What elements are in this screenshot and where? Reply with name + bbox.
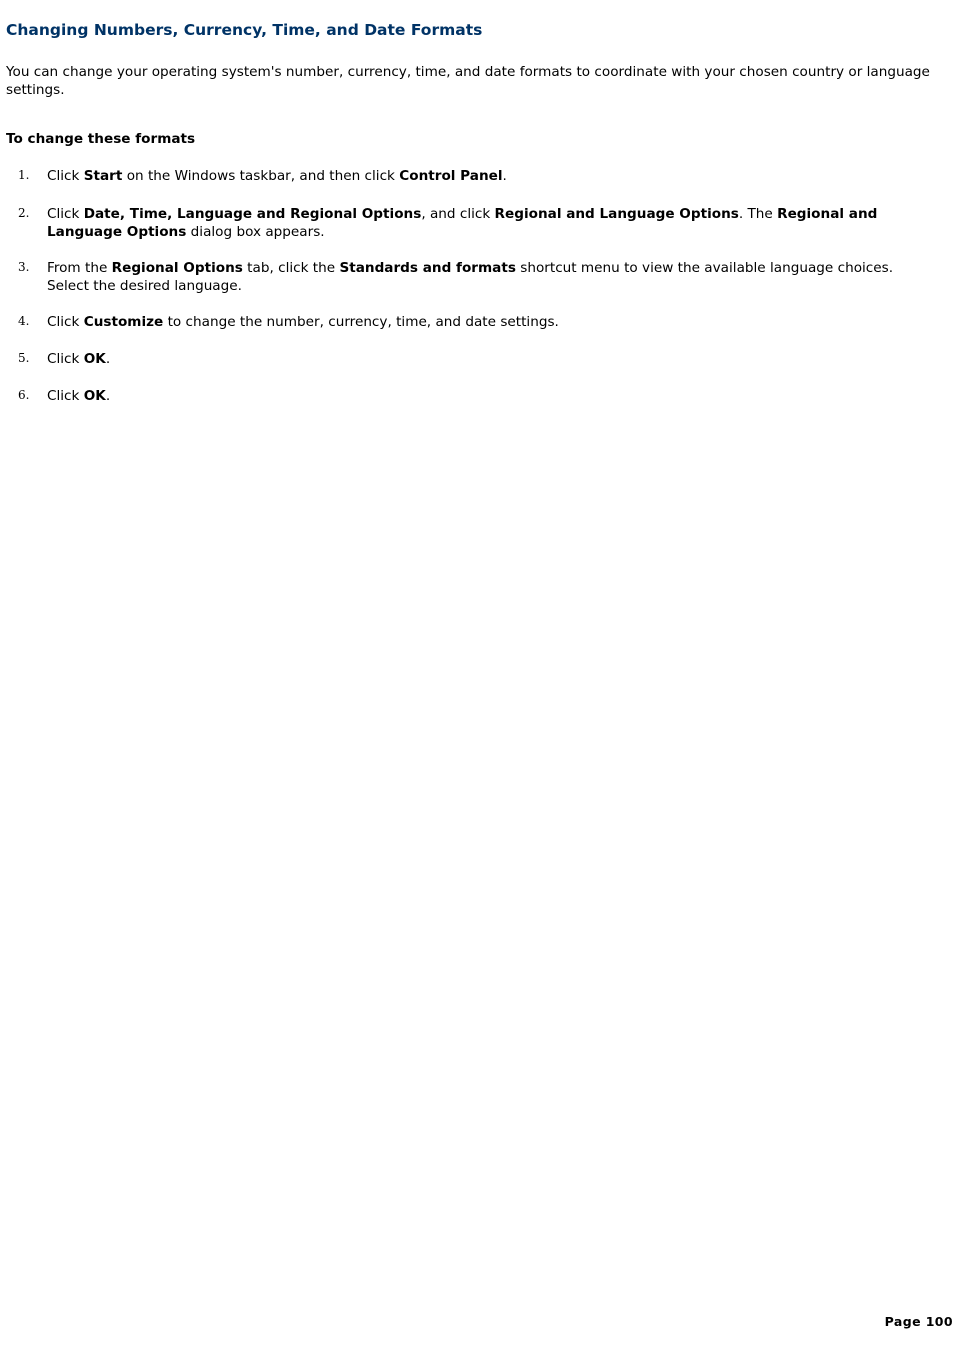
- ui-term: Start: [83, 168, 123, 184]
- ui-term: Regional and Language Options: [47, 206, 878, 240]
- step-text-run: Click: [47, 168, 84, 184]
- step-text-run: .: [502, 168, 507, 184]
- step-text-run: Click: [47, 206, 84, 222]
- step-text: [47, 313, 927, 331]
- ui-term: OK: [83, 388, 106, 404]
- ui-term: Customize: [83, 314, 164, 330]
- procedure-heading: To change these formats: [6, 131, 196, 147]
- step-text: [47, 387, 927, 405]
- step-text: [47, 205, 927, 241]
- step-text-run: shortcut menu to view the available language choices. Select the desired language.: [47, 260, 894, 294]
- step-number: 5.: [18, 351, 30, 365]
- step-text-run: Click: [47, 351, 84, 367]
- step-number: 2.: [18, 206, 30, 220]
- page-number: Page 100: [884, 1314, 953, 1329]
- page-title: Changing Numbers, Currency, Time, and Date Formats: [6, 21, 483, 39]
- ui-term: Control Panel: [399, 168, 503, 184]
- step-text-run: From the: [47, 260, 112, 276]
- step-number: 4.: [18, 314, 30, 328]
- ui-term: Date, Time, Language and Regional Options: [83, 206, 422, 222]
- step-text-run: .: [105, 388, 111, 404]
- step-number: 1.: [18, 168, 30, 182]
- step-text-run: Click: [47, 388, 84, 404]
- step-text: [47, 259, 927, 295]
- step-text-run: tab, click the: [242, 260, 340, 276]
- step-text-run: . The: [738, 206, 778, 222]
- ui-term: Standards and formats: [339, 260, 516, 276]
- step-number: 6.: [18, 388, 30, 402]
- step-text-run: , and click: [421, 206, 495, 222]
- step-text-run: Click: [47, 314, 84, 330]
- ui-term: OK: [83, 351, 106, 367]
- step-text: [47, 167, 927, 185]
- ui-term: Regional Options: [111, 260, 243, 276]
- intro-paragraph: You can change your operating system's number, currency, time, and date formats to coordinate with your chosen country or language settings.: [6, 64, 930, 98]
- step-number: 3.: [18, 260, 30, 274]
- step-text-run: on the Windows taskbar, and then click: [122, 168, 400, 184]
- step-text-run: to change the number, currency, time, and date settings.: [163, 314, 559, 330]
- ui-term: Regional and Language Options: [494, 206, 739, 222]
- step-text-run: .: [105, 351, 111, 367]
- step-text-run: dialog box appears.: [186, 224, 325, 240]
- step-text: [47, 350, 927, 368]
